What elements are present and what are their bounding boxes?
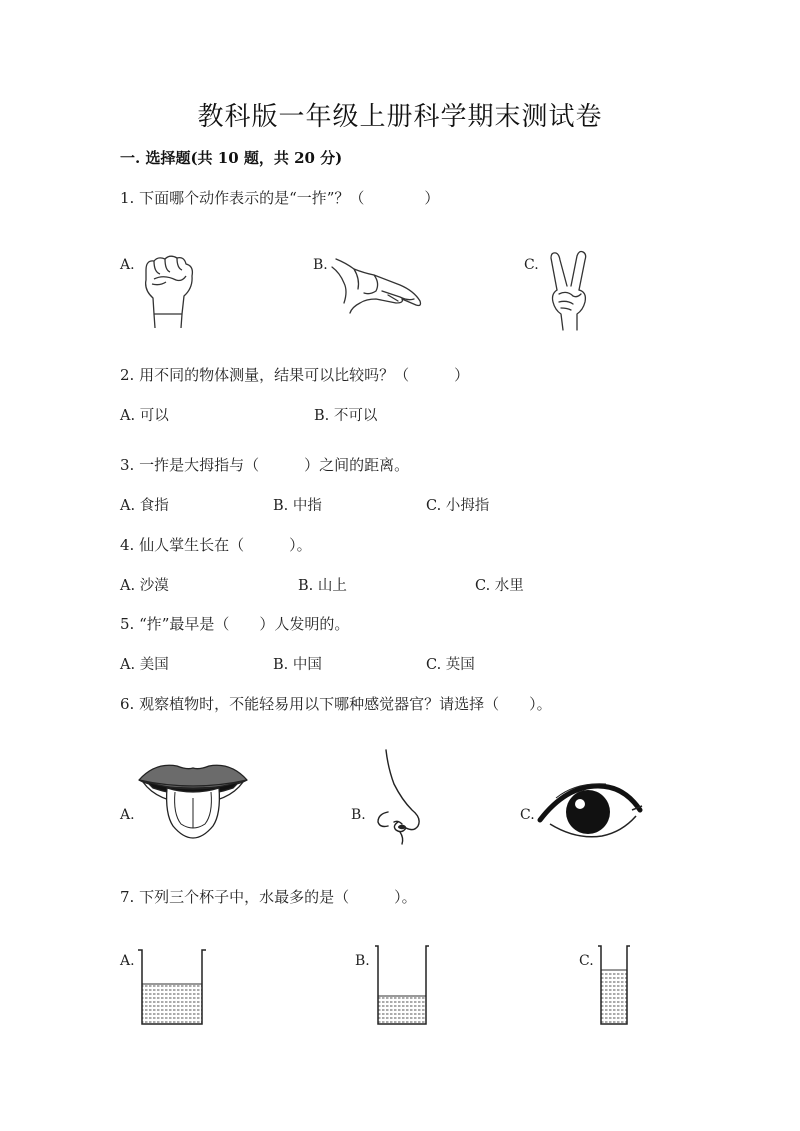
question-3-text: 3. 一拃是大拇指与（ ）之间的距离。: [120, 456, 410, 474]
q2-option-a[interactable]: A. 可以: [120, 408, 169, 424]
cup-wide-icon: [137, 948, 207, 1026]
q2-option-b[interactable]: B. 不可以: [314, 408, 378, 424]
q5-option-c[interactable]: C. 英国: [426, 657, 475, 673]
q7-option-c-label[interactable]: C.: [579, 953, 594, 969]
q6-option-c-label[interactable]: C.: [520, 807, 535, 823]
q4-option-b[interactable]: B. 山上: [298, 578, 347, 594]
q4-option-a[interactable]: A. 沙漠: [120, 578, 169, 594]
question-2-text: 2. 用不同的物体测量，结果可以比较吗？（ ）: [120, 366, 470, 384]
question-6-text: 6. 观察植物时，不能轻易用以下哪种感觉器官？请选择（ ）。: [120, 695, 552, 713]
nose-icon: [372, 748, 424, 844]
q3-option-c[interactable]: C. 小拇指: [426, 498, 490, 514]
mouth-tongue-icon: [137, 758, 249, 840]
q7-option-a-label[interactable]: A.: [120, 953, 135, 969]
victory-hand-icon: [547, 248, 593, 333]
q5-option-a[interactable]: A. 美国: [120, 657, 169, 673]
q6-option-a-label[interactable]: A.: [120, 807, 135, 823]
q1-option-a-label[interactable]: A.: [120, 257, 135, 273]
section-heading: 一. 选择题(共 10 题，共 20 分): [120, 149, 343, 167]
q7-option-b-label[interactable]: B.: [355, 953, 370, 969]
q6-option-b-label[interactable]: B.: [351, 807, 366, 823]
q1-option-b-label[interactable]: B.: [313, 257, 328, 273]
page-title: 教科版一年级上册科学期末测试卷: [197, 102, 603, 132]
q4-option-c[interactable]: C. 水里: [475, 578, 524, 594]
q3-option-a[interactable]: A. 食指: [120, 498, 169, 514]
cup-medium-icon: [374, 944, 430, 1026]
question-1-text: 1. 下面哪个动作表示的是“一拃”？（ ）: [120, 189, 440, 207]
q3-option-b[interactable]: B. 中指: [273, 498, 322, 514]
q5-option-b[interactable]: B. 中国: [273, 657, 322, 673]
question-5-text: 5. “拃”最早是（ ）人发明的。: [120, 615, 350, 633]
cup-narrow-icon: [597, 944, 631, 1026]
eye-icon: [536, 776, 644, 842]
question-7-text: 7. 下列三个杯子中，水最多的是（ ）。: [120, 888, 417, 906]
span-hand-icon: [330, 255, 425, 317]
question-4-text: 4. 仙人掌生长在（ ）。: [120, 536, 312, 554]
q1-option-c-label[interactable]: C.: [524, 257, 539, 273]
fist-hand-icon: [138, 252, 198, 332]
